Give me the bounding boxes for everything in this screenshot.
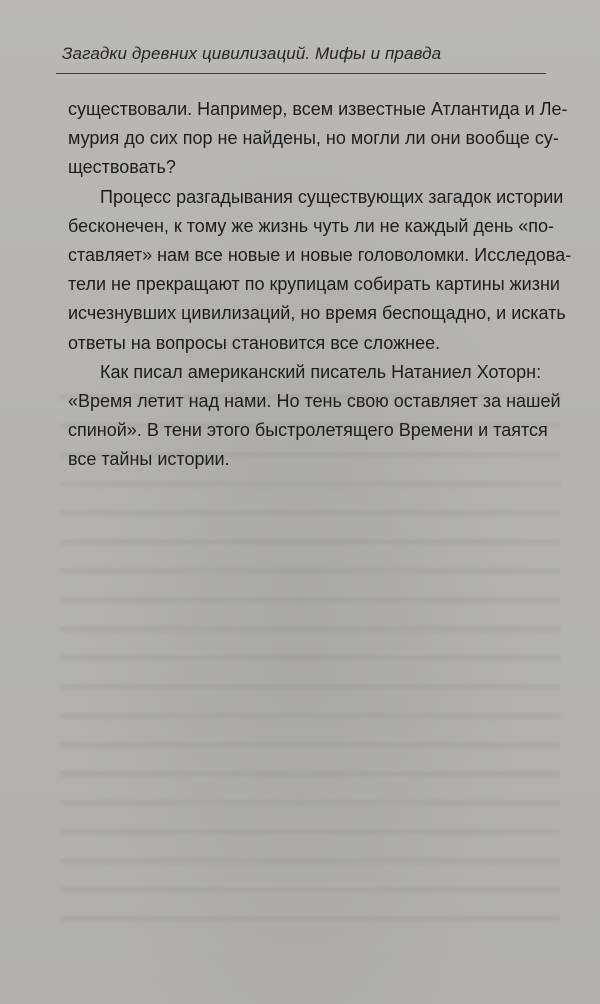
text-line: ответы на вопросы становится все сложнее. (68, 332, 441, 353)
header-divider (56, 73, 546, 74)
text-line: спиной». В тени этого быстролетящего Времени и таятся (68, 420, 548, 441)
text-line: мурия до сих пор не найдены, но могли ли они вообще су- (68, 128, 559, 149)
text-line: все тайны истории. (68, 449, 230, 470)
text-line: бесконечен, к тому же жизнь чуть ли не каждый день «по- (68, 215, 555, 236)
text-line: ставляет» нам все новые и новые головоломки. Исследова- (68, 245, 572, 266)
text-line: ществовать? (68, 157, 176, 178)
text-line: Процесс разгадывания существующих загадок истории (100, 186, 564, 207)
text-line: тели не прекращают по крупицам собирать картины жизни (68, 274, 560, 295)
body-text (68, 95, 572, 475)
running-header: Загадки древних цивилизаций. Мифы и правда (62, 44, 442, 63)
text-line: «Время летит над нами. Но тень свою оставляет за нашей (68, 391, 561, 412)
text-line: существовали. Например, всем известные Атлантида и Ле- (68, 99, 568, 119)
text-line: Как писал американский писатель Натаниел Хоторн: (100, 361, 542, 382)
paragraph-3 (68, 358, 561, 475)
paragraph-1 (68, 95, 568, 183)
text-line: исчезнувших цивилизаций, но время беспощадно, и искать (68, 303, 566, 324)
paragraph-2 (68, 183, 572, 358)
